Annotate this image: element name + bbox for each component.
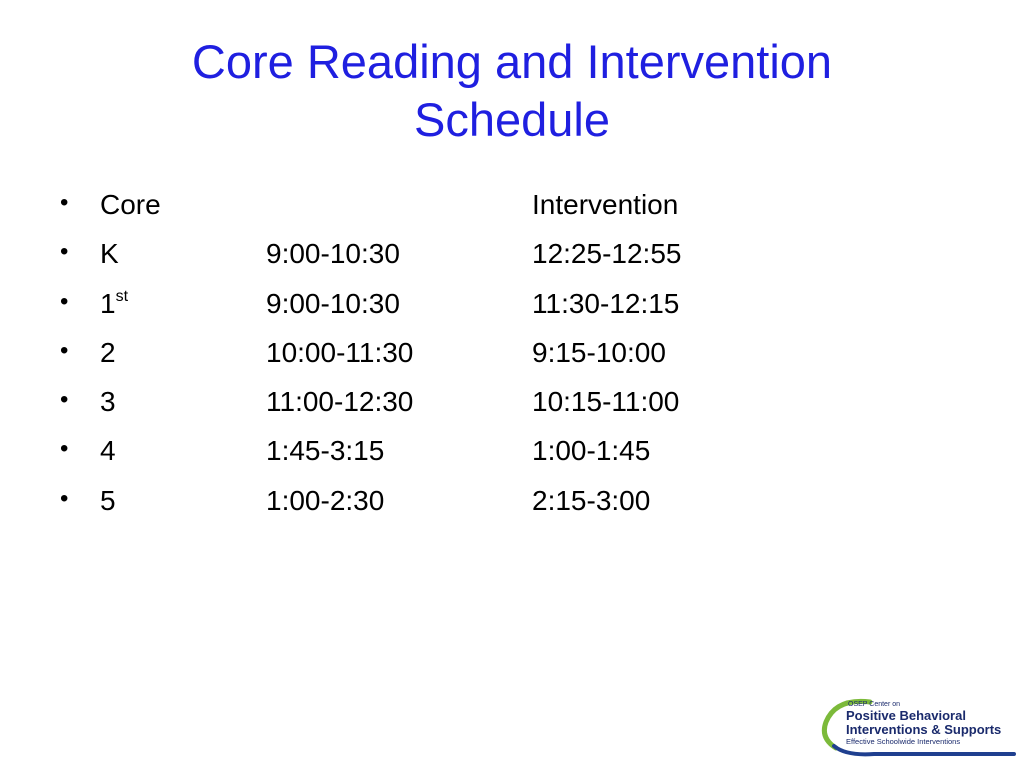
- row-intervention-time: 11:30-12:15: [532, 287, 680, 319]
- pbis-logo: [818, 696, 1018, 758]
- slide-title: [0, 33, 1024, 149]
- row-grade: 2: [100, 336, 116, 368]
- bullet-icon: •: [60, 435, 69, 463]
- row-intervention-time: 9:15-10:00: [532, 336, 666, 368]
- bullet-icon: •: [60, 386, 69, 414]
- row-core-time: 10:00-11:30: [266, 336, 414, 368]
- row-core-time: 1:45-3:15: [266, 435, 385, 467]
- row-core-time: 1:00-2:30: [266, 484, 385, 516]
- logo-swoosh-blue: [834, 746, 1014, 754]
- row-grade: 1st: [100, 287, 129, 319]
- logo-text-line-4: Effective Schoolwide Interventions: [846, 737, 961, 746]
- row-intervention-time: 10:15-11:00: [532, 386, 680, 418]
- row-intervention-time: Intervention: [532, 189, 679, 220]
- row-core-time: 9:00-10:30: [266, 238, 400, 270]
- row-grade: 5: [100, 484, 116, 516]
- row-grade: 3: [100, 386, 116, 418]
- bullet-icon: •: [60, 189, 69, 216]
- bullet-icon: •: [60, 287, 69, 315]
- row-intervention-time: 2:15-3:00: [532, 484, 651, 516]
- row-grade: 4: [100, 435, 116, 467]
- bullet-icon: •: [60, 336, 69, 364]
- row-grade: K: [100, 238, 119, 270]
- row-core-time: 9:00-10:30: [266, 287, 400, 319]
- logo-text-line-2: Positive Behavioral: [846, 708, 966, 723]
- slide-title-line-2: Schedule: [414, 93, 610, 146]
- row-core-time: 11:00-12:30: [266, 386, 414, 418]
- bullet-icon: •: [60, 484, 69, 512]
- row-intervention-time: 12:25-12:55: [532, 238, 682, 270]
- row-intervention-time: 1:00-1:45: [532, 435, 651, 467]
- row-grade: Core: [100, 189, 161, 220]
- slide-title-line-1: Core Reading and Intervention: [191, 35, 833, 88]
- bullet-icon: •: [60, 238, 69, 266]
- logo-text-line-3: Interventions & Supports: [846, 722, 1002, 737]
- logo-text-line-1: OSEP Center on: [848, 701, 901, 708]
